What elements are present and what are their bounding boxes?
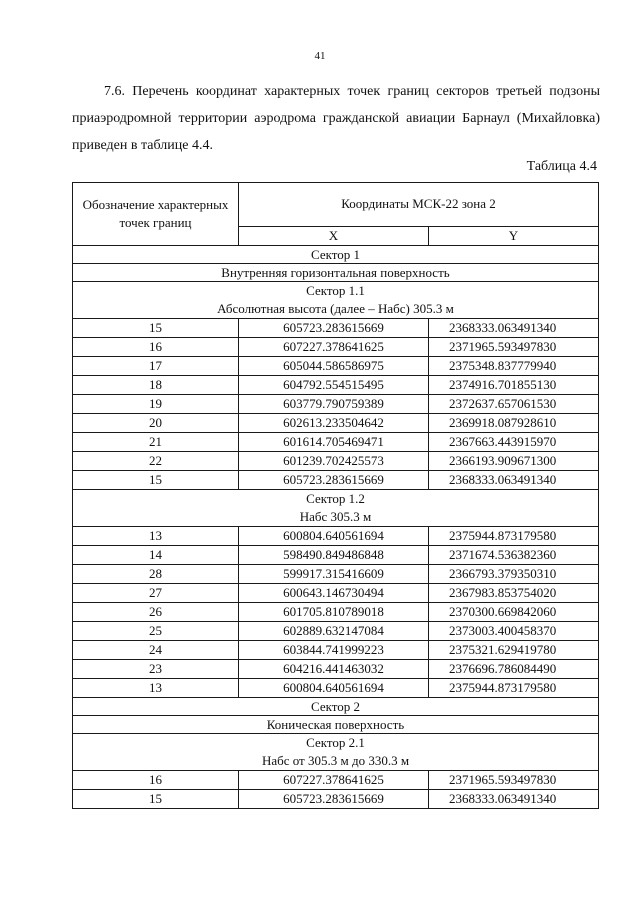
table-row [73, 357, 599, 376]
x-coordinate-cell: 600643.146730494 [239, 584, 429, 603]
table-row [73, 679, 599, 698]
table-header-row [73, 183, 599, 227]
point-cell: 15 [73, 790, 239, 809]
y-coordinate-cell: 2371674.536382360 [429, 546, 599, 565]
sector-1-1-height: Абсолютная высота (далее – Набс) 305.3 м [217, 301, 454, 316]
x-coordinate-cell: 603779.790759389 [239, 395, 429, 414]
table-row [73, 790, 599, 809]
table-row [73, 452, 599, 471]
table-row [73, 376, 599, 395]
x-coordinate-cell: 601705.810789018 [239, 603, 429, 622]
subsector-row [73, 490, 599, 527]
coordinates-table [72, 182, 599, 809]
sector-1-2-height: Набс 305.3 м [299, 509, 372, 524]
x-coordinate-cell: 601614.705469471 [239, 433, 429, 452]
table-row [73, 546, 599, 565]
table-row [73, 622, 599, 641]
point-cell: 17 [73, 357, 239, 376]
sector-2-1-header [73, 734, 599, 771]
y-coordinate-cell: 2373003.400458370 [429, 622, 599, 641]
table-row [73, 414, 599, 433]
y-coordinate-cell: 2376696.786084490 [429, 660, 599, 679]
table-row [73, 319, 599, 338]
x-coordinate-cell: 604216.441463032 [239, 660, 429, 679]
coordinates-system-header: Координаты МСК-22 зона 2 [239, 183, 599, 227]
point-cell: 18 [73, 376, 239, 395]
point-cell: 13 [73, 527, 239, 546]
x-coordinate-cell: 605723.283615669 [239, 319, 429, 338]
page-number: 41 [314, 50, 326, 62]
table-row [73, 565, 599, 584]
table-row [73, 603, 599, 622]
x-coordinate-cell: 603844.741999223 [239, 641, 429, 660]
y-coordinate-cell: 2366793.379350310 [429, 565, 599, 584]
y-coordinate-cell: 2368333.063491340 [429, 790, 599, 809]
y-column-header: Y [429, 226, 599, 245]
subsector-row [73, 734, 599, 771]
section-heading: 7.6. Перечень координат характерных точек границ секторов третьей подзоны приаэродромной территории аэродрома гражданской авиации Барнаул (Михайловка) приведен в таблице 4.4. [72, 84, 600, 153]
sector-2-1-label: Сектор 2.1 [306, 735, 365, 750]
point-cell: 28 [73, 565, 239, 584]
point-cell: 24 [73, 641, 239, 660]
point-cell: 22 [73, 452, 239, 471]
point-cell: 25 [73, 622, 239, 641]
x-coordinate-cell: 602889.632147084 [239, 622, 429, 641]
x-column-header: X [239, 226, 429, 245]
y-coordinate-cell: 2371965.593497830 [429, 771, 599, 790]
x-coordinate-cell: 602613.233504642 [239, 414, 429, 433]
point-designation-header: Обозначение характерных точек границ [73, 183, 239, 246]
point-cell: 23 [73, 660, 239, 679]
table-row [73, 660, 599, 679]
y-coordinate-cell: 2375321.629419780 [429, 641, 599, 660]
table-caption: Таблица 4.4 [526, 159, 597, 174]
point-cell: 20 [73, 414, 239, 433]
point-cell: 14 [73, 546, 239, 565]
table-row [73, 584, 599, 603]
y-coordinate-cell: 2375348.837779940 [429, 357, 599, 376]
table-row [73, 395, 599, 414]
x-coordinate-cell: 600804.640561694 [239, 527, 429, 546]
point-cell: 16 [73, 771, 239, 790]
sector-1-1-label: Сектор 1.1 [306, 283, 365, 298]
point-cell: 16 [73, 338, 239, 357]
point-cell: 19 [73, 395, 239, 414]
point-cell: 27 [73, 584, 239, 603]
y-coordinate-cell: 2367663.443915970 [429, 433, 599, 452]
subsector-row [73, 282, 599, 319]
y-coordinate-cell: 2366193.909671300 [429, 452, 599, 471]
x-coordinate-cell: 605723.283615669 [239, 471, 429, 490]
y-coordinate-cell: 2375944.873179580 [429, 679, 599, 698]
sector-1-1-header [73, 282, 599, 319]
y-coordinate-cell: 2368333.063491340 [429, 471, 599, 490]
sector-1-2-label: Сектор 1.2 [306, 491, 365, 506]
point-cell: 15 [73, 319, 239, 338]
table-row [73, 771, 599, 790]
sector-2-label: Сектор 2 [73, 698, 599, 716]
sector-2-surface: Коническая поверхность [73, 716, 599, 734]
x-coordinate-cell: 599917.315416609 [239, 565, 429, 584]
x-coordinate-cell: 605044.586586975 [239, 357, 429, 376]
x-coordinate-cell: 598490.849486848 [239, 546, 429, 565]
y-coordinate-cell: 2368333.063491340 [429, 319, 599, 338]
point-cell: 13 [73, 679, 239, 698]
point-cell: 21 [73, 433, 239, 452]
sector-row [73, 698, 599, 716]
x-coordinate-cell: 600804.640561694 [239, 679, 429, 698]
x-coordinate-cell: 601239.702425573 [239, 452, 429, 471]
y-coordinate-cell: 2372637.657061530 [429, 395, 599, 414]
sector-1-label: Сектор 1 [73, 246, 599, 264]
x-coordinate-cell: 605723.283615669 [239, 790, 429, 809]
sector-2-1-height: Набс от 305.3 м до 330.3 м [261, 753, 410, 768]
point-cell: 26 [73, 603, 239, 622]
table-row [73, 527, 599, 546]
y-coordinate-cell: 2367983.853754020 [429, 584, 599, 603]
sector-1-surface: Внутренняя горизонтальная поверхность [73, 264, 599, 282]
point-cell: 15 [73, 471, 239, 490]
table-row [73, 338, 599, 357]
x-coordinate-cell: 607227.378641625 [239, 338, 429, 357]
table-row [73, 471, 599, 490]
sector-1-2-header [73, 490, 599, 527]
y-coordinate-cell: 2369918.087928610 [429, 414, 599, 433]
y-coordinate-cell: 2374916.701855130 [429, 376, 599, 395]
table-row [73, 641, 599, 660]
x-coordinate-cell: 604792.554515495 [239, 376, 429, 395]
x-coordinate-cell: 607227.378641625 [239, 771, 429, 790]
y-coordinate-cell: 2375944.873179580 [429, 527, 599, 546]
sector-row [73, 246, 599, 264]
surface-row [73, 716, 599, 734]
y-coordinate-cell: 2371965.593497830 [429, 338, 599, 357]
table-row [73, 433, 599, 452]
y-coordinate-cell: 2370300.669842060 [429, 603, 599, 622]
surface-row [73, 264, 599, 282]
